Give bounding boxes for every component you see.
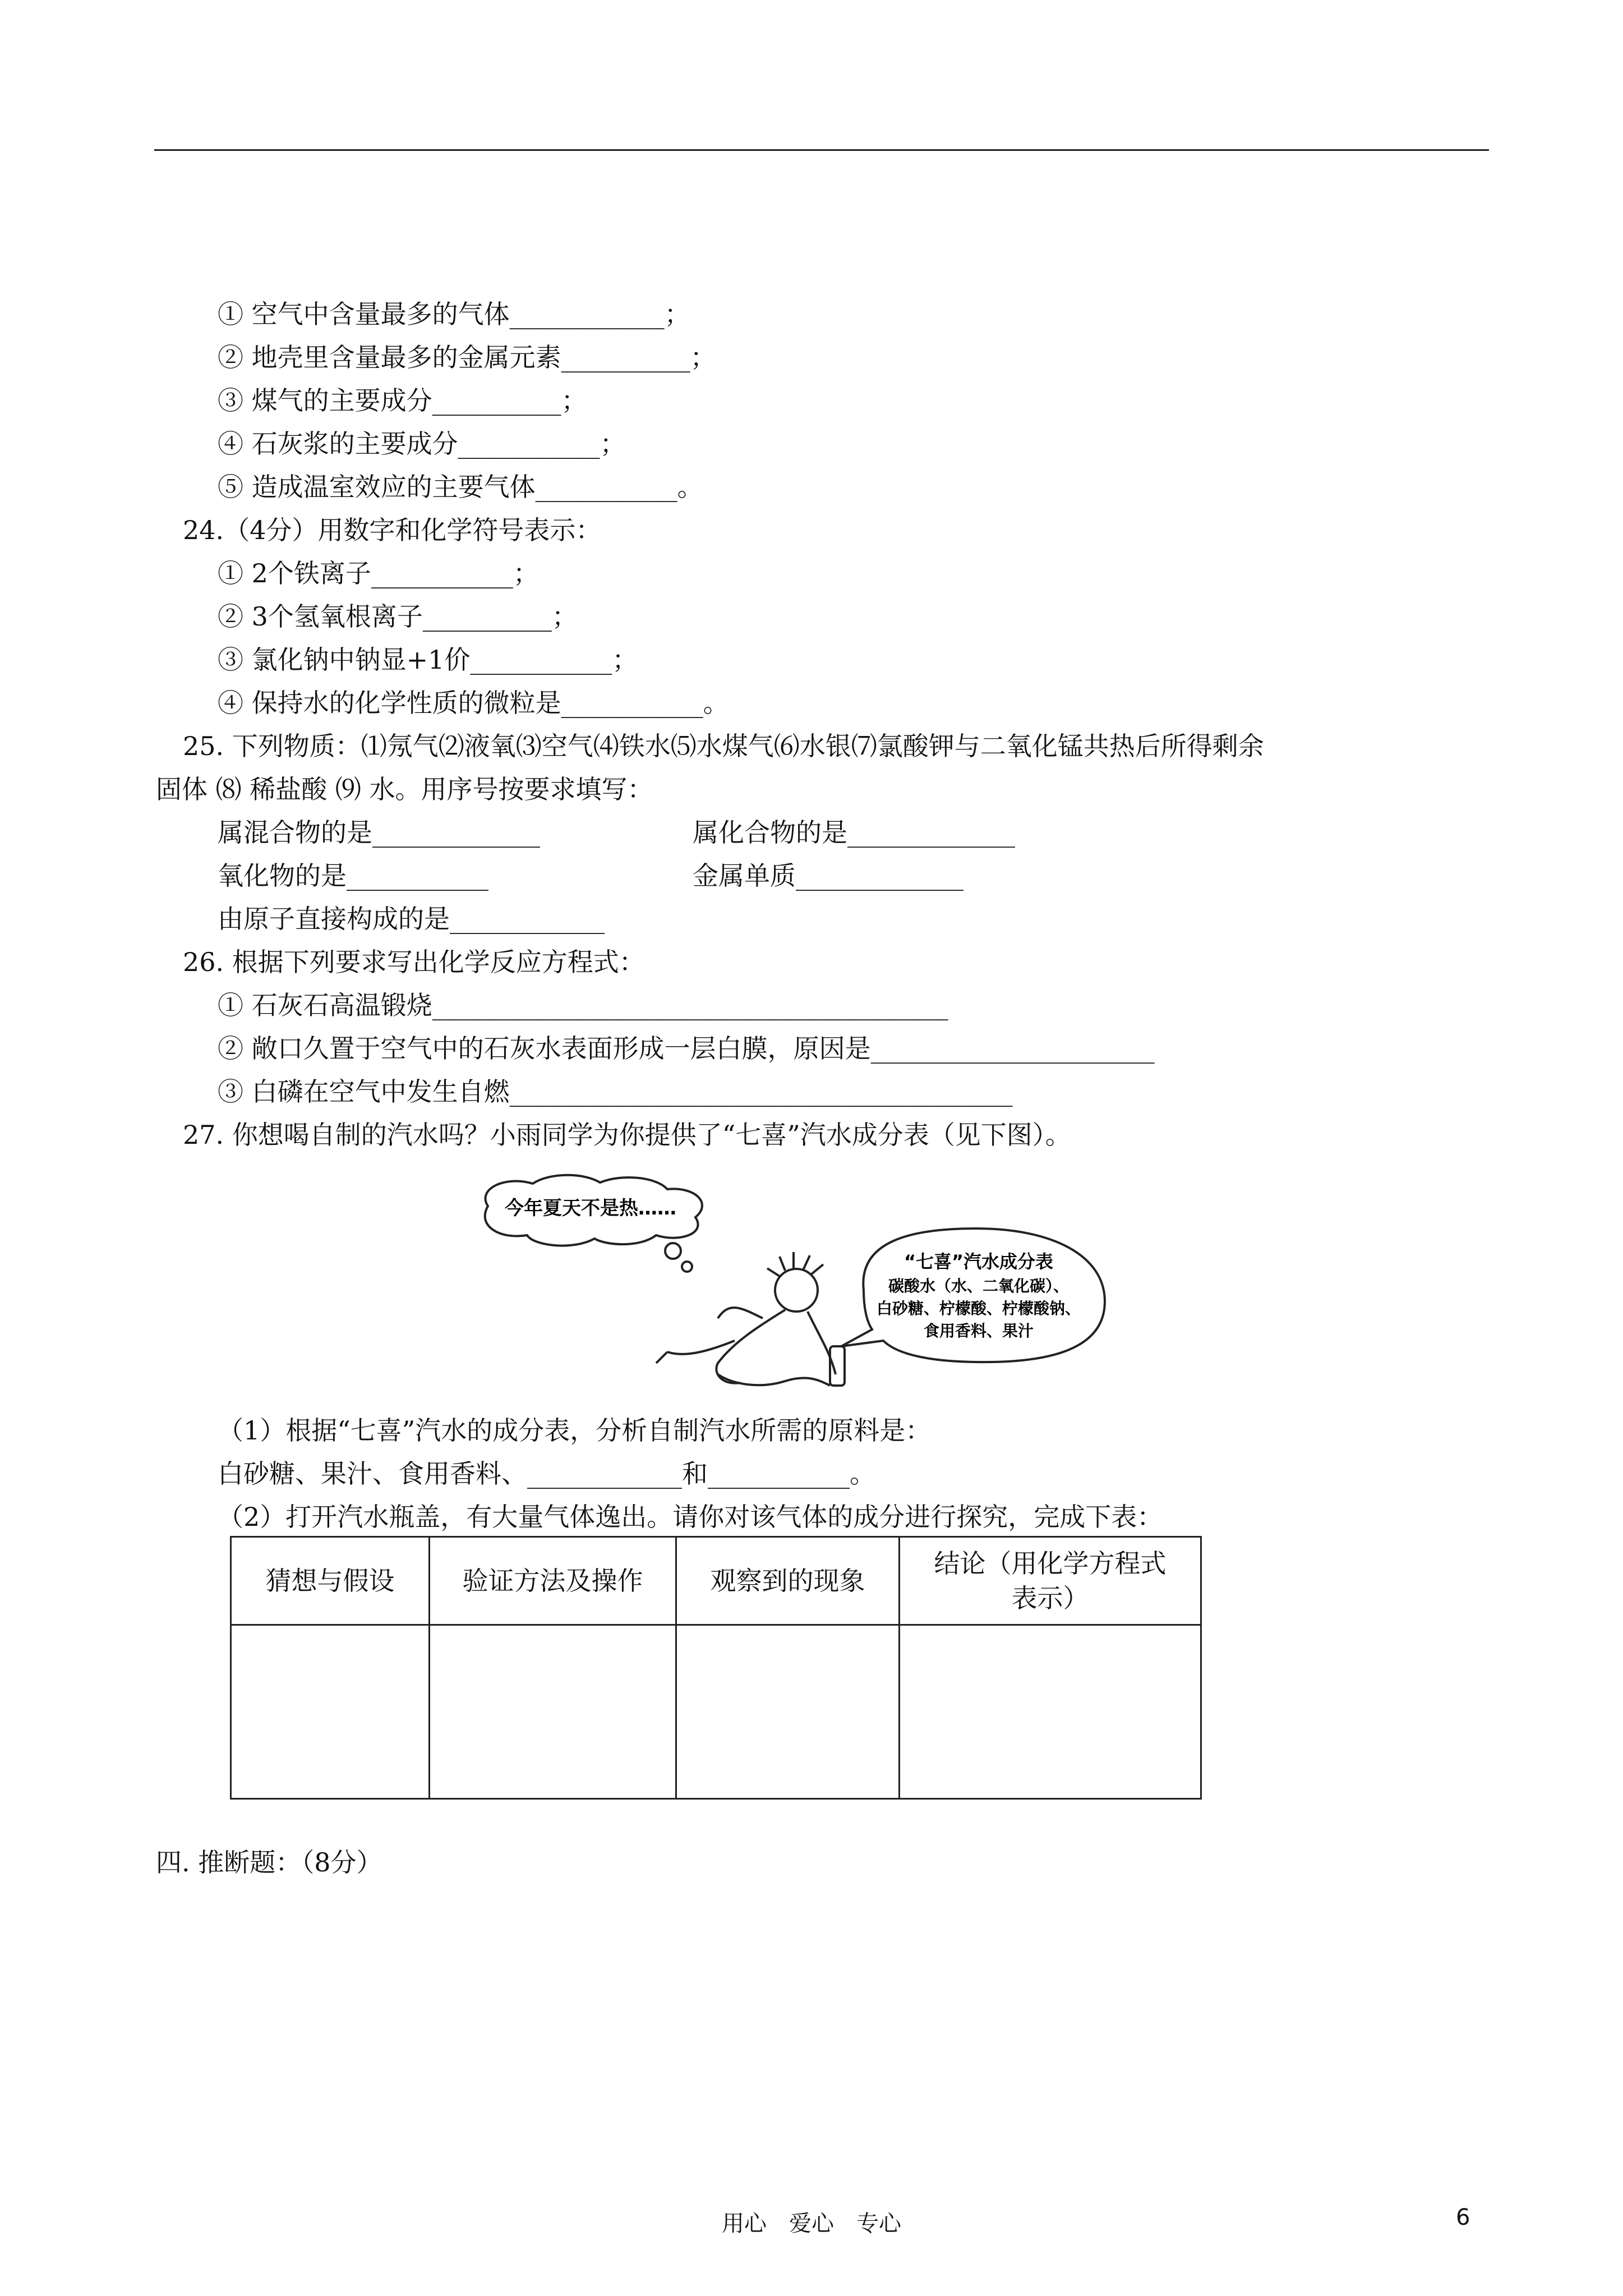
q25-line1: 25. 下列物质：⑴氖气⑵液氧⑶空气⑷铁水⑸水煤气⑹水银⑺氯酸钾与二氧化锰共热后所得剩余 — [183, 731, 1264, 761]
q24-item-3: ③ 氯化钠中钠显+1价___________； — [218, 645, 638, 675]
q23-item-3: ③ 煤气的主要成分__________； — [218, 385, 587, 416]
answer-cell-observation[interactable] — [676, 1625, 900, 1799]
q23-item-2: ② 地壳里含量最多的金属元素__________； — [218, 342, 716, 372]
answer-cell-hypothesis[interactable] — [231, 1625, 430, 1799]
thought-text: 今年夏天不是热…… — [505, 1197, 676, 1220]
q25-metal: 金属单质_____________ — [693, 861, 963, 891]
bubble-line-3: 食用香料、果汁 — [923, 1322, 1034, 1340]
q24-item-4: ④ 保持水的化学性质的微粒是___________。 — [218, 688, 729, 718]
q25-compound: 属化合物的是_____________ — [693, 817, 1015, 848]
q23-item-4: ④ 石灰浆的主要成分___________； — [218, 429, 626, 459]
answer-cell-method[interactable] — [430, 1625, 676, 1799]
q25-oxide: 氧化物的是___________ — [218, 861, 488, 891]
q24-title: 24.（4分）用数字和化学符号表示： — [183, 515, 602, 545]
page-footer: 用心 爱心 专心 — [722, 2211, 901, 2237]
seven-up-cartoon — [471, 1172, 1127, 1408]
q26-item-1: ① 石灰石高温锻烧________________________________________ — [218, 990, 948, 1020]
bubble-line-2: 白砂糖、柠檬酸、柠檬酸钠、 — [876, 1299, 1081, 1318]
bubble-title: “七喜”汽水成分表 — [903, 1251, 1054, 1272]
q27-title: 27. 你想喝自制的汽水吗？小雨同学为你提供了“七喜”汽水成分表（见下图）。 — [183, 1120, 1071, 1150]
page-number: 6 — [1456, 2205, 1470, 2230]
inquiry-table — [230, 1536, 1202, 1800]
table-header-observation: 观察到的现象 — [676, 1537, 900, 1625]
answer-cell-conclusion[interactable] — [900, 1625, 1201, 1799]
q27-part1: （1）根据“七喜”汽水的成分表，分析自制汽水所需的原料是： — [218, 1415, 932, 1446]
q24-item-2: ② 3个氢氧根离子__________； — [218, 601, 578, 632]
bubble-line-1: 碳酸水（水、二氧化碳）、 — [888, 1277, 1069, 1295]
thought-dot-2 — [682, 1262, 692, 1272]
q23-item-5: ⑤ 造成温室效应的主要气体___________。 — [218, 472, 703, 502]
section-4-title: 四. 推断题：（8分） — [156, 1847, 382, 1878]
q27-part1-answer: 白砂糖、果汁、食用香料、____________和___________。 — [218, 1458, 875, 1489]
thought-dot-1 — [665, 1243, 681, 1259]
table-header-method: 验证方法及操作 — [430, 1537, 676, 1625]
q25-mixture: 属混合物的是_____________ — [218, 817, 540, 848]
table-header-conclusion: 结论（用化学方程式表示） — [900, 1537, 1201, 1625]
q23-item-1: ① 空气中含量最多的气体____________； — [218, 299, 690, 329]
header-rule — [154, 149, 1489, 151]
q27-part2: （2）打开汽水瓶盖，有大量气体逸出。请你对该气体的成分进行探究，完成下表： — [218, 1502, 1163, 1532]
q26-item-3: ③ 白磷在空气中发生自燃_______________________________________ — [218, 1076, 1013, 1107]
q26-title: 26. 根据下列要求写出化学反应方程式： — [183, 947, 645, 977]
q26-item-2: ② 敞口久置于空气中的石灰水表面形成一层白膜，原因是______________________ — [218, 1033, 1155, 1064]
q24-item-1: ① 2个铁离子___________； — [218, 558, 539, 588]
table-header-hypothesis: 猜想与假设 — [231, 1537, 430, 1625]
speech-bubble — [841, 1228, 1105, 1362]
q25-atoms: 由原子直接构成的是____________ — [218, 904, 605, 934]
q25-line2: 固体 ⑻ 稀盐酸 ⑼ 水。用序号按要求填写： — [156, 774, 653, 804]
